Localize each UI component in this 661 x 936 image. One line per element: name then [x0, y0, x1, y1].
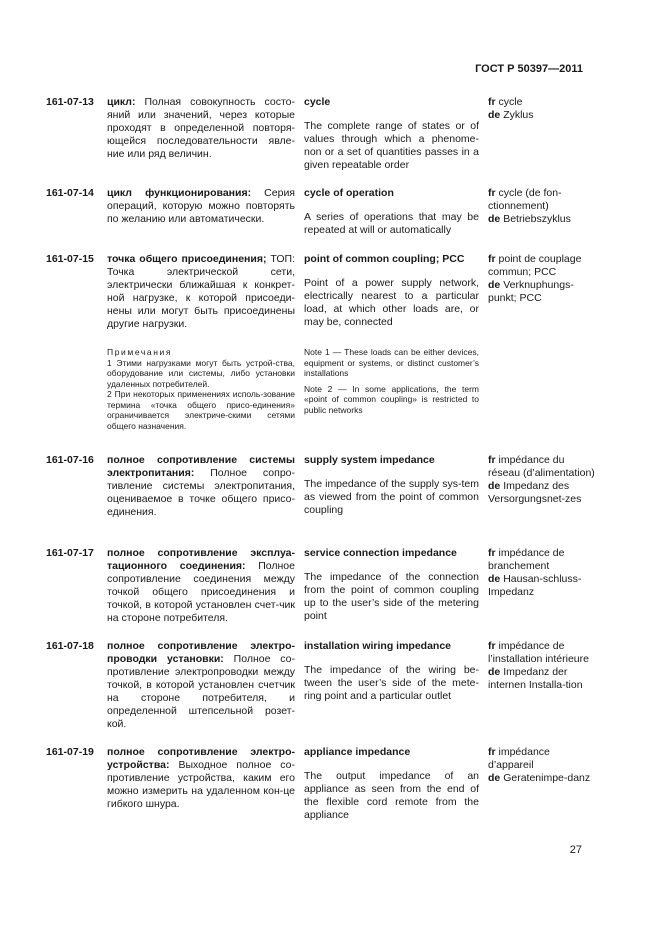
- english-note-2: Note 2 — In some applications, the term «point of common coupling» is restricted to public networks: [304, 383, 479, 415]
- document-header: ГОСТ Р 50397—2011: [475, 63, 583, 75]
- english-text: The impedance of the wiring be-tween the user’s side of the mete-ring point and a particular outlet: [304, 664, 479, 702]
- russian-text: Серия операций, которую можно повторять по желанию или автоматически.: [107, 187, 295, 225]
- russian-text: Полное со-противление электропроводки между точкой, в которой установлен счетчик на стороне потребителя, и определенной штепсельной розет-кой.: [107, 653, 295, 730]
- russian-definition: [107, 746, 295, 811]
- russian-definition: [107, 454, 295, 519]
- english-term: installation wiring impedance: [304, 640, 452, 652]
- english-definition: [304, 96, 479, 172]
- french-term: impédance de l’installation intérieure: [488, 640, 589, 665]
- foreign-equivalents: fr impédance d’appareil de Geratenimpe-danz: [488, 746, 591, 784]
- russian-text: Полное сопро-тивление системы электропитания, оцениваемое в точке общего присо-единения.: [107, 467, 295, 518]
- russian-note-2: 2 При некоторых применениях исполь-зование термина «точка общего присо-единения» ограничивается электриче-скими сетями общего назначения.: [107, 389, 295, 431]
- english-notes: [304, 347, 479, 420]
- english-text: The impedance of the connection from the point of common coupling up to the user’s side of the metering point: [304, 571, 479, 622]
- russian-definition: [107, 547, 295, 625]
- russian-text: Полная совокупность состо-яний или значений, через которые проходят в определенной повторя-ющейся последовательности явле-ние или ряд величин.: [107, 96, 295, 160]
- english-text: The complete range of states or of values through which a phenome-non or a set of quantities passes in a given repeatable order: [304, 120, 479, 171]
- english-definition: [304, 547, 479, 623]
- russian-term: полное сопротивление электро-устройства:: [107, 746, 295, 771]
- english-term: supply system impedance: [304, 454, 435, 466]
- french-term: impédance de branchement: [488, 547, 565, 572]
- english-definition: [304, 253, 479, 329]
- term-number: 161-07-19: [46, 746, 94, 758]
- term-number: 161-07-17: [46, 547, 94, 559]
- term-number: 161-07-15: [46, 253, 94, 265]
- german-term: Zyklus: [503, 109, 534, 121]
- term-number: 161-07-16: [46, 454, 94, 466]
- german-term: Impedanz des Versorgungsnet-zes: [488, 480, 582, 505]
- english-text: Point of a power supply network, electrically nearest to a particular load, at which other loads are, or may be, connected: [304, 277, 479, 328]
- german-term: Betriebszyklus: [503, 213, 571, 225]
- russian-definition: [107, 253, 295, 331]
- term-number: 161-07-18: [46, 640, 94, 652]
- russian-definition: [107, 640, 295, 731]
- term-number: 161-07-13: [46, 96, 94, 108]
- russian-definition: [107, 187, 295, 226]
- foreign-equivalents: fr impédance de branchement de Hausan-schluss-Impedanz: [488, 547, 582, 598]
- russian-term: цикл функционирования:: [107, 187, 252, 199]
- german-term: Geratenimpe-danz: [503, 772, 591, 784]
- russian-text: Выходное полное со-противление устройства, каким его можно измерить на удаленном кон-це гибкого шнура.: [107, 759, 295, 810]
- foreign-equivalents: fr cycle (de fon-ctionnement) de Betriebszyklus: [488, 187, 571, 225]
- french-term: cycle (de fon-ctionnement): [488, 187, 562, 212]
- english-term: point of common coupling; PCC: [304, 253, 465, 265]
- term-number: 161-07-14: [46, 187, 94, 199]
- english-note-1: Note 1 — These loads can be either devices, equipment or systems, or distinct customer’s installations: [304, 347, 479, 378]
- french-term: point de couplage commun; PCC: [488, 253, 582, 278]
- russian-text: ТОП: Точка электрической сети, электрически ближайшая к конкрет-ной нагрузке, к которой присоеди-нены или могут быть присоединены другие нагрузки.: [107, 253, 295, 330]
- foreign-equivalents: fr impédance du réseau (d’alimentation) de Impedanz des Versorgungsnet-zes: [488, 454, 595, 505]
- russian-term: полное сопротивление системы электропитания:: [107, 454, 295, 479]
- french-term: impédance du réseau (d’alimentation): [488, 454, 595, 479]
- english-term: cycle of operation: [304, 187, 394, 199]
- foreign-equivalents: fr cycle de Zyklus: [488, 96, 534, 121]
- russian-note-1: 1 Этими нагрузками могут быть устрой-ства, оборудование или системы, либо установки удаленных потребителей.: [107, 357, 295, 389]
- english-term: service connection impedance: [304, 547, 457, 559]
- english-term: appliance impedance: [304, 746, 411, 758]
- notes-title: Примечания: [107, 347, 173, 357]
- french-term: impédance d’appareil: [488, 746, 550, 771]
- page-number: 27: [569, 844, 582, 856]
- russian-term: точка общего присоединения;: [107, 253, 267, 265]
- russian-term: полное сопротивление эксплуа-тационного соединения:: [107, 547, 295, 572]
- english-definition: [304, 187, 479, 237]
- english-text: The impedance of the supply sys-tem as viewed from the point of common coupling: [304, 478, 479, 516]
- english-definition: [304, 454, 479, 517]
- german-term: Verknuphungs-punkt; PCC: [488, 279, 574, 304]
- french-term: cycle: [498, 96, 523, 108]
- russian-text: Полное сопротивление соединения между точкой общего присоединения и точкой, в которой установлен счет-чик на стороне потребителя.: [107, 560, 295, 624]
- english-text: A series of operations that may be repeated at will or automatically: [304, 211, 479, 236]
- english-term: cycle: [304, 96, 331, 108]
- english-text: The output impedance of an appliance as seen from the end of the flexible cord remote from the appliance: [304, 770, 479, 821]
- english-definition: [304, 746, 479, 822]
- russian-term: полное сопротивление электро-проводки установки:: [107, 640, 295, 665]
- foreign-equivalents: fr impédance de l’installation intérieure de Impedanz der internen Installa-tion: [488, 640, 589, 691]
- foreign-equivalents: fr point de couplage commun; PCC de Verknuphungs-punkt; PCC: [488, 253, 582, 304]
- english-definition: [304, 640, 479, 703]
- russian-definition: [107, 96, 295, 161]
- russian-notes: [107, 347, 295, 431]
- german-term: Impedanz der internen Installa-tion: [488, 666, 583, 691]
- german-term: Hausan-schluss-Impedanz: [488, 573, 582, 598]
- russian-term: цикл:: [107, 96, 136, 108]
